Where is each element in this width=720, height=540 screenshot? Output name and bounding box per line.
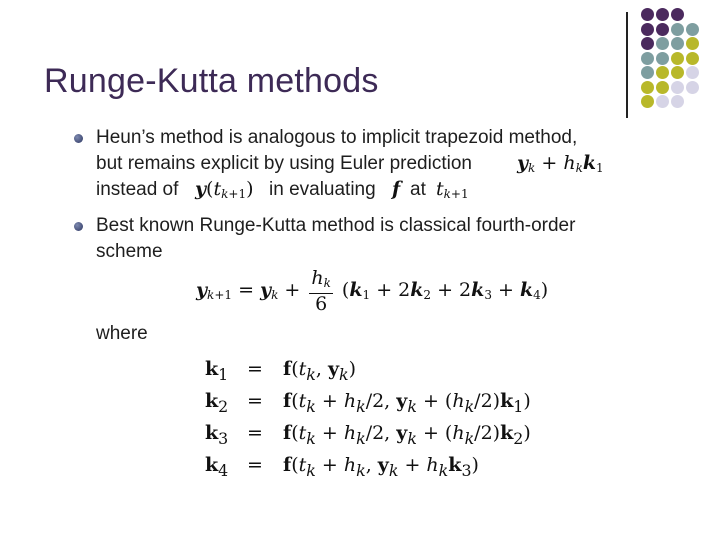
bullet-icon bbox=[74, 222, 83, 231]
decorative-dot-grid bbox=[641, 8, 720, 118]
decorative-dot bbox=[656, 8, 669, 21]
decorative-dot bbox=[686, 23, 699, 36]
decorative-dot bbox=[641, 37, 654, 50]
bullet-1-line-3a: instead of bbox=[96, 179, 179, 200]
t-k-plus-1-symbol: $t_{k+1}$ bbox=[436, 178, 469, 201]
decorative-dot bbox=[686, 66, 699, 79]
decorative-dot bbox=[641, 8, 654, 21]
y-k-plus-1-symbol: $y(t_{k+1})$ bbox=[195, 178, 254, 201]
slide-title: Runge-Kutta methods bbox=[44, 62, 379, 100]
decorative-dot bbox=[671, 95, 684, 108]
bullet-icon bbox=[74, 134, 83, 143]
f-symbol: f bbox=[392, 178, 401, 200]
decorative-dot bbox=[686, 81, 699, 94]
decorative-dot bbox=[656, 37, 669, 50]
bullet-1-line-2: but remains explicit by using Euler prediction bbox=[96, 153, 472, 174]
decorative-dot bbox=[671, 23, 684, 36]
decorative-dot bbox=[641, 81, 654, 94]
decorative-dot bbox=[656, 52, 669, 65]
bullet-1-line-3b: in evaluating bbox=[269, 179, 376, 200]
divider-line bbox=[626, 12, 628, 118]
bullet-2-line-2: scheme bbox=[96, 241, 163, 262]
decorative-dot bbox=[671, 66, 684, 79]
decorative-dot bbox=[641, 52, 654, 65]
bullet-2-line-1: Best known Runge-Kutta method is classical fourth-order bbox=[96, 215, 576, 236]
decorative-dot bbox=[656, 66, 669, 79]
where-label: where bbox=[96, 323, 148, 344]
decorative-dot bbox=[656, 81, 669, 94]
decorative-dot bbox=[656, 23, 669, 36]
bullet-1-line-3c: at bbox=[410, 179, 426, 200]
euler-prediction-formula: $y_k + h_kk_1$ bbox=[517, 152, 604, 175]
decorative-dot bbox=[671, 52, 684, 65]
decorative-dot bbox=[686, 37, 699, 50]
decorative-dot bbox=[671, 8, 684, 21]
decorative-dot bbox=[656, 95, 669, 108]
decorative-dot bbox=[641, 95, 654, 108]
decorative-dot bbox=[641, 66, 654, 79]
bullet-1-line-1: Heun’s method is analogous to implicit trapezoid method, bbox=[96, 127, 578, 148]
decorative-dot bbox=[671, 81, 684, 94]
decorative-dot bbox=[686, 52, 699, 65]
decorative-dot bbox=[671, 37, 684, 50]
slide: Runge-Kutta methods Heun’s method is analogous to implicit trapezoid method, but remains explicit by using Euler prediction $y_k + h_kk_1$ instead of $y(t_{k+1})$ in evaluating f at $t_{k+1}$ Best known Runge-Kutta method is classical fourth-order scheme $y_{k+1} = y_k$ + $\frac{h_k}{6}$ $(k_1 + 2k_2 + 2k_3 + k_4)$ where $k_1$ = $f(t_k$, $y_k$) $k_2$ = $f(t_k + h_k/2$, $y_k + (h_k/2)k_1$) $k_3$ = $f(t_k + h_k/2$, $y_k + (h_k/2)k_2$) $k_4$ = $f(t_k + h_k$, $y_k + h_kk_3$) bbox=[0, 0, 720, 540]
rk4-update-formula: $y_{k+1} = y_k$ + $\frac{h_k}{6}$ $(k_1 + 2k_2 + 2k_3 + k_4)$ bbox=[196, 267, 549, 315]
decorative-dot bbox=[641, 23, 654, 36]
